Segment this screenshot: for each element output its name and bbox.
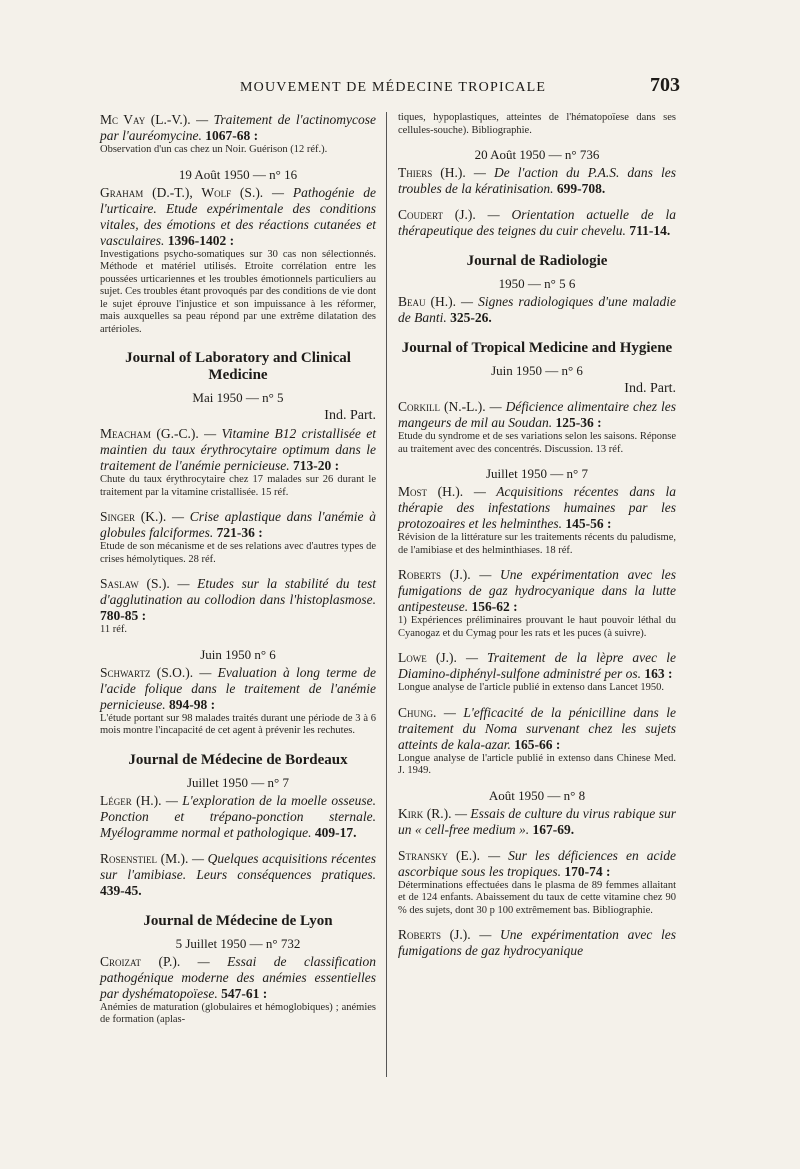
entry-pages: 1067-68 :	[205, 128, 259, 143]
issue-heading: 19 Août 1950 — n° 16	[178, 166, 298, 182]
journal-heading: Journal de Radiologie	[466, 253, 608, 269]
entry-author: Kirk (R.).	[398, 805, 452, 821]
entry-note: Etude du syndrome et de ses variations selon les saisons. Réponse au traitement avec des concentrés. Discussion. 13 réf.	[398, 431, 676, 455]
entry-author: Roberts (J.).	[398, 567, 471, 582]
entry-title: — Orientation actuelle de la thérapeutique des teignes du cuir chevelu.	[398, 207, 676, 238]
entry-title: — L'exploration de la moelle osseuse. Ponction et trépano-ponction sternale. Myélogramme normal et pathologique.	[100, 792, 376, 840]
entry-author: Graham (D.-T.), Wolf (S.).	[100, 184, 264, 200]
right-column	[398, 112, 676, 969]
entry-author: Léger (H.).	[100, 792, 162, 808]
issue-heading: Juin 1950 — n° 6	[491, 363, 583, 378]
bibliographic-entry	[100, 509, 376, 566]
bibliographic-entry	[398, 165, 676, 197]
entry-note: Observation d'un cas chez un Noir. Guérison (12 réf.).	[100, 144, 328, 155]
entry-author: Saslaw (S.).	[100, 576, 170, 591]
entry-author: Corkill (N.-L.).	[398, 399, 486, 414]
continued-note	[398, 112, 676, 137]
journal-heading: Journal de Médecine de Bordeaux	[128, 751, 348, 768]
entry-note: 1) Expériences préliminaires prouvant le haut pouvoir léthal du Cyanogaz et du Cymag pour les rats et les puces (à suivre).	[398, 615, 676, 639]
entry-title: — Crise aplastique dans l'anémie à globules falciformes.	[100, 509, 376, 540]
journal-heading: Journal of Tropical Medicine and Hygiene	[401, 340, 673, 356]
entry-pages: 1396-1402 :	[167, 232, 235, 248]
bibliographic-entry	[100, 185, 376, 337]
entry-author: Croizat (P.).	[100, 953, 181, 969]
entry-title: — Quelques acquisitions récentes sur l'amibiase. Leurs conséquences pratiques.	[100, 850, 376, 882]
entry-author: Thiers (H.).	[398, 165, 466, 180]
journal-heading: Journal de Médecine de Lyon	[143, 912, 333, 929]
entry-title: — Une expérimentation avec les fumigations de gaz hydrocyanique	[398, 927, 677, 958]
entry-author: Rosenstiel (M.).	[100, 850, 189, 866]
entry-title: — Déficience alimentaire chez les mangeurs de mil au Soudan.	[398, 399, 677, 430]
entry-note: Investigations psycho-somatiques sur 30 cas non sélectionnés. Méthode et matériel utilisés. Etroite corrélation entre les poussées urticariennes et les troubles émotionnels particuliers au sujet. Ces troubles étant provoqués par des conditions de vie dont le sujet éprouve l'injustice et son impuissance à les réformer, mais auxquelles sa peau répond par une extrême dilatation des artérioles.	[100, 248, 376, 335]
bibliographic-entry	[100, 112, 376, 157]
entry-note: Etude de son mécanisme et de ses relations avec d'autres types de crises hémolytiques. 28 réf.	[100, 541, 376, 565]
issue-heading: Juin 1950 n° 6	[200, 646, 276, 662]
bibliographic-entry	[100, 426, 376, 499]
entry-note: Longue analyse de l'article publié in extenso dans Lancet 1950.	[398, 682, 665, 693]
journal-heading: Journal of Laboratory and Clinical Medicine	[125, 350, 351, 383]
entry-author: Mc Vay (L.-V.).	[100, 112, 191, 127]
bibliographic-entry	[100, 954, 376, 1027]
entry-title: — Traitement de l'actinomycose par l'auréomycine.	[100, 112, 376, 143]
column-divider	[386, 112, 387, 1077]
bibliographic-entry	[100, 576, 376, 637]
entry-title: — Signes radiologiques d'une maladie de Banti.	[398, 294, 677, 325]
entry-pages: 439-45.	[100, 882, 142, 898]
entry-title: — Etudes sur la stabilité du test d'agglutination au collodion dans l'histoplasmose.	[100, 576, 376, 607]
entry-pages: 711-14.	[629, 223, 671, 238]
issue-heading: Mai 1950 — n° 5	[192, 390, 284, 405]
entry-pages: 165-66 :	[514, 736, 561, 752]
entry-title: — Vitamine B12 cristallisée et maintien du taux érythrocytaire optimum dans le traitement de l'anémie pernicieuse.	[100, 426, 376, 473]
entry-note: Anémies de maturation (globulaires et hémoglobiques) ; anémies de formation (aplas-	[100, 1001, 376, 1025]
bibliographic-entry	[100, 793, 376, 841]
entry-pages: 721-36 :	[216, 525, 263, 540]
entry-pages: 167-69.	[532, 821, 575, 837]
bibliographic-entry	[398, 848, 676, 918]
entry-note: 11 réf.	[100, 624, 128, 635]
entry-pages: 145-56 :	[565, 516, 612, 531]
entry-pages: 699-708.	[556, 181, 606, 196]
entry-pages: 325-26.	[450, 310, 492, 325]
entry-title: — Acquisitions récentes dans la thérapie des infestations humaines par les protozoaires et les helminthes.	[398, 484, 676, 531]
entry-pages: 170-74 :	[564, 863, 611, 879]
entry-author: Singer (K.).	[100, 509, 167, 524]
entry-title: — Pathogénie de l'urticaire. Etude expérimentale des conditions vitales, des émotions et des réactions cutanées et vasculaires.	[100, 184, 376, 248]
issue-heading: Juillet 1950 — n° 7	[187, 774, 289, 790]
entry-note: Déterminations effectuées dans le plasma de 89 femmes allaitant et de 124 enfants. Abaissement du taux de cette vitamine chez 90 % des sujets, dont 30 p 100 extrêmement bas. Bibliographie.	[398, 879, 676, 916]
entry-title: — Essai de classification pathogénique moderne des anémies essentielles par dyshématopoïese.	[100, 953, 376, 1001]
entry-author: Meacham (G.-C.).	[100, 426, 199, 441]
page-number: 703	[650, 74, 680, 96]
entry-note: L'étude portant sur 98 malades traités durant une période de 3 à 6 mois montre l'incapacité de cet agent à prévenir les rechutes.	[100, 712, 376, 736]
issue-heading: 20 Août 1950 — n° 736	[474, 147, 600, 162]
bibliographic-entry	[100, 665, 376, 738]
bibliographic-entry	[398, 650, 676, 695]
entry-note: Longue analyse de l'article publié in extenso dans Chinese Med. J. 1949.	[398, 752, 676, 776]
running-title: MOUVEMENT DE MÉDECINE TROPICALE	[240, 80, 547, 95]
issue-heading: 5 Juillet 1950 — n° 732	[175, 935, 301, 951]
entry-author: Roberts (J.).	[398, 927, 471, 942]
entry-title: — Evaluation à long terme de l'acide folique dans le traitement de l'anémie pernicieuse.	[100, 664, 376, 712]
entry-pages: 780-85 :	[100, 608, 147, 623]
bibliographic-entry	[100, 851, 376, 899]
entry-pages: 163 :	[644, 666, 673, 681]
entry-pages: 156-62 :	[471, 599, 518, 614]
entry-title: — Traitement de la lèpre avec le Diamino-diphényl-sulfone administré per os.	[398, 650, 677, 681]
entry-note: Chute du taux érythrocytaire chez 17 malades sur 26 durant le traitement par la vitamine cristallisée. 15 réf.	[100, 474, 376, 498]
bibliographic-entry	[398, 705, 676, 778]
section-label: Ind. Part.	[624, 381, 676, 396]
issue-heading: 1950 — n° 5 6	[498, 276, 576, 291]
bibliographic-entry	[398, 207, 676, 239]
entry-pages: 409-17.	[314, 824, 357, 840]
entry-title: — Une expérimentation avec les fumigations de gaz hydrocyanique dans la lutte antipesteuse.	[398, 567, 677, 614]
bibliographic-entry	[398, 294, 676, 326]
entry-pages: 125-36 :	[555, 415, 602, 430]
entry-author: Coudert (J.).	[398, 207, 476, 222]
entry-author: Beau (H.).	[398, 294, 457, 309]
entry-title: — L'efficacité de la pénicilline dans le traitement du Noma survenant chez les sujets atteints de kala-azar.	[398, 704, 676, 752]
entry-note: tiques, hypoplastiques, atteintes de l'hématopoïese dans ses cellules-souche). Bibliographie.	[398, 112, 676, 136]
section-label: Ind. Part.	[324, 408, 376, 423]
bibliographic-entry	[398, 927, 676, 959]
entry-title: — Essais de culture du virus rabique sur un « cell-free medium ».	[398, 805, 677, 837]
entry-author: Chung.	[398, 704, 437, 720]
left-column	[100, 112, 376, 1037]
entry-pages: 713-20 :	[292, 458, 340, 473]
bibliographic-entry	[398, 399, 676, 456]
entry-author: Schwartz (S.O.).	[100, 664, 194, 680]
entry-pages: 894-98 :	[168, 696, 216, 712]
entry-author: Most (H.).	[398, 484, 464, 499]
entry-note: Révision de la littérature sur les traitements récents du paludisme, de l'amibiase et des helminthiases. 18 réf.	[398, 532, 676, 556]
page-header	[108, 74, 680, 104]
entry-author: Lowe (J.).	[398, 650, 457, 665]
entry-title: — Sur les déficiences en acide ascorbique sous les tropiques.	[398, 847, 677, 879]
bibliographic-entry	[398, 484, 676, 557]
issue-heading: Juillet 1950 — n° 7	[486, 466, 588, 481]
issue-heading: Août 1950 — n° 8	[488, 787, 586, 803]
entry-author: Stransky (E.).	[398, 847, 481, 863]
entry-pages: 547-61 :	[221, 985, 268, 1001]
bibliographic-entry	[398, 806, 676, 838]
entry-title: — De l'action du P.A.S. dans les troubles de la kératinisation.	[398, 165, 676, 196]
bibliographic-entry	[398, 567, 676, 640]
